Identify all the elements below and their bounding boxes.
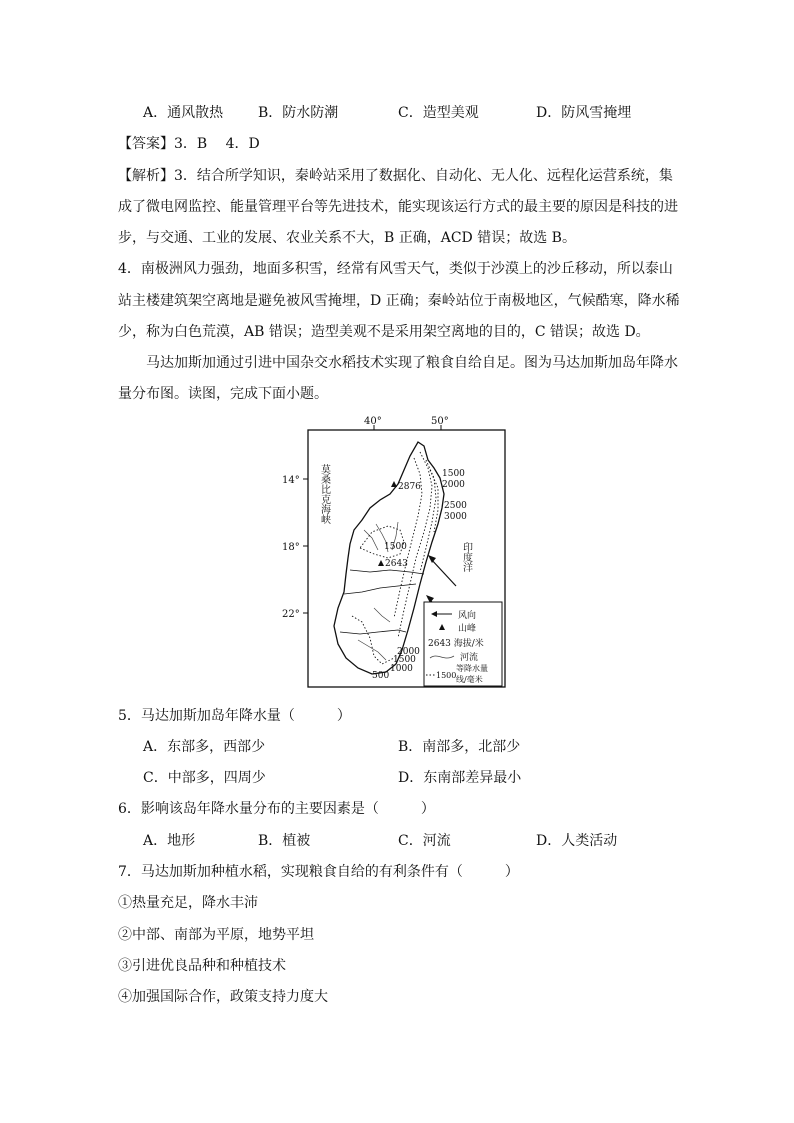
q7-item-1: ①热量充足，降水丰沛	[118, 895, 258, 911]
option-d: D．防风雪掩埋	[536, 105, 632, 121]
answer-label: 【答案】	[118, 136, 174, 152]
q6-stem: 6．影响该岛年降水量分布的主要因素是（ ）	[118, 801, 435, 817]
q5-option-d: D．东南部差异最小	[398, 770, 522, 786]
lon-label-50: 50°	[431, 416, 449, 427]
isohyet-south-1000: 1000	[390, 664, 413, 674]
legend-isohyet-value: 1500	[436, 671, 457, 680]
madagascar-precipitation-map	[278, 412, 514, 692]
legend-elevation-label: 2643 海拔/米	[428, 639, 484, 649]
isohyet-south-1500: 1500	[393, 655, 416, 665]
isohyet-east-1500: 1500	[442, 469, 465, 479]
q7-item-2: ②中部、南部为平原，地势平坦	[118, 927, 314, 943]
answer-line	[118, 134, 260, 154]
legend-river-label: 河流	[460, 653, 479, 663]
ocean-label: 印度洋	[460, 542, 472, 572]
intro-line-2: 量分布图。读图，完成下面小题。	[118, 386, 328, 402]
isohyet-south-500: 500	[372, 671, 390, 681]
q5-option-c: C．中部多，四周少	[143, 770, 266, 786]
analysis-line-5: 站主楼建筑架空离地是避免被风雪掩埋，D 正确；秦岭站位于南极地区，气候酷寒，降水稀	[118, 293, 680, 309]
q6-option-c: C．河流	[398, 833, 451, 849]
q5-stem: 5．马达加斯加岛年降水量（ ）	[118, 708, 351, 724]
option-c: C．造型美观	[398, 105, 479, 121]
analysis-line-3: 步，与交通、工业的发展、农业关系不大，B 正确，ACD 错误；故选 B。	[118, 230, 576, 246]
q6-option-a: A．地形	[143, 833, 196, 849]
q7-item-4: ④加强国际合作，政策支持力度大	[118, 989, 328, 1005]
analysis-label: 【解析】	[118, 168, 174, 184]
intro-line-1: 马达加斯加通过引进中国杂交水稻技术实现了粮食自给自足。图为马达加斯加岛年降水	[146, 355, 678, 371]
option-b: B．防水防潮	[258, 105, 339, 121]
legend-peak-label: 山峰	[458, 624, 477, 634]
q5-option-a: A．东部多，西部少	[143, 739, 266, 755]
q7-stem: 7．马达加斯加种植水稻，实现粮食自给的有利条件有（ ）	[118, 864, 519, 880]
q5-option-b: B．南部多，北部少	[398, 739, 521, 755]
analysis-line-2: 成了微电网监控、能量管理平台等先进技术，能实现该运行方式的最主要的原因是科技的进	[118, 199, 678, 215]
q7-item-3: ③引进优良品种和种植技术	[118, 958, 286, 974]
analysis-line-6: 少，称为白色荒漠，AB 错误；造型美观不是采用架空离地的目的，C 错误；故选 D。	[118, 324, 650, 340]
peak-label-2: 2643	[385, 559, 408, 569]
isohyet-east-2500: 2500	[444, 501, 467, 511]
lat-label-18: 18°	[282, 542, 300, 553]
lon-label-40: 40°	[364, 416, 382, 427]
option-a: A．通风散热	[143, 105, 224, 121]
legend-isohyet-title: 等降水量	[456, 664, 488, 673]
q6-option-b: B．植被	[258, 833, 311, 849]
answer-text: 3．B 4．D	[174, 136, 260, 152]
analysis-line-4: 4．南极洲风力强劲，地面多积雪，经常有风雪天气，类似于沙漠上的沙丘移动，所以泰山	[118, 261, 673, 277]
isohyet-east-2000: 2000	[442, 480, 465, 490]
legend-wind-label: 风向	[458, 611, 477, 621]
legend-isohyet-unit: 线/毫米	[456, 675, 483, 684]
isohyet-south-2000: 2000	[397, 647, 420, 657]
analysis-text: 3．结合所学知识，秦岭站采用了数据化、自动化、无人化、远程化运营系统，集	[174, 168, 673, 184]
lat-label-22: 22°	[282, 609, 300, 620]
analysis-line-1	[118, 166, 673, 186]
isohyet-center-label: 1500	[384, 542, 407, 552]
sea-label: 莫桑比克海峡	[318, 464, 330, 524]
isohyet-east-3000: 3000	[444, 512, 467, 522]
peak-label-1: 2876	[398, 482, 421, 492]
q6-option-d: D．人类活动	[536, 833, 618, 849]
lat-label-14: 14°	[282, 475, 300, 486]
